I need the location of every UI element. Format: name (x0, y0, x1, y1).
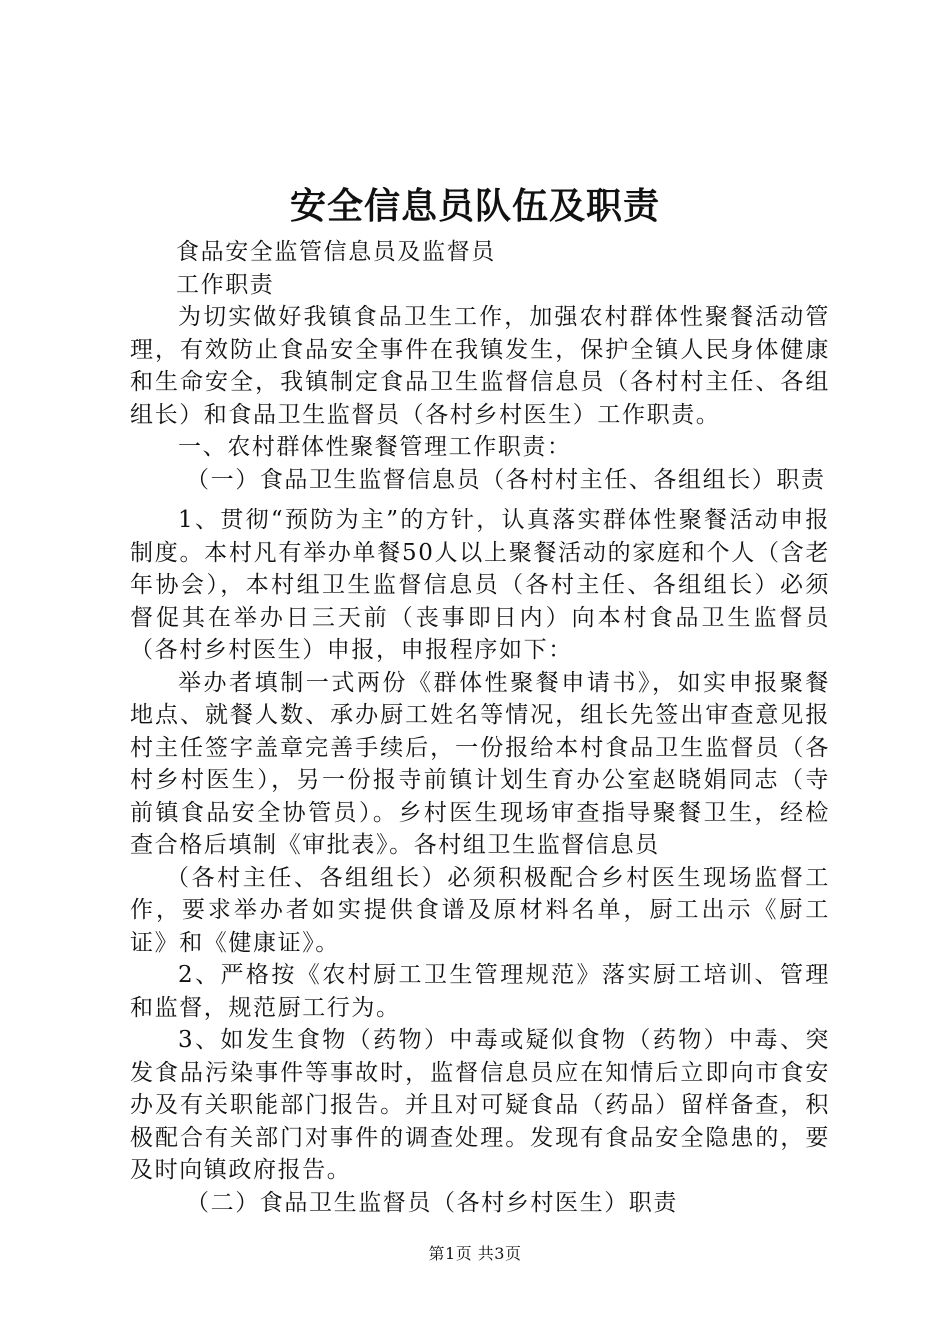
intro-paragraph: 为切实做好我镇食品卫生工作，加强农村群体性聚餐活动管理，有效防止食品安全事件在我镇发生，保护全镇人民身体健康和生命安全，我镇制定食品卫生监督信息员（各村村主任、各组组长）和食品卫生监督员（各村乡村医生）工作职责。 (130, 304, 830, 428)
subtitle-line-2: 工作职责 (176, 271, 275, 298)
section-heading-1: 一、农村群体性聚餐管理工作职责： (178, 434, 572, 460)
procedure-paragraph: 举办者填制一式两份《群体性聚餐申请书》，如实申报聚餐地点、就餐人数、承办厨工姓名等情况，组长先签出审查意见报村主任签字盖章完善手续后，一份报给本村食品卫生监督员（各村乡村医生），另一份报寺前镇计划生育办公室赵晓娟同志（寺前镇食品安全协管员）。乡村医生现场审查指导聚餐卫生，经检查合格后填制《审批表》。各村组卫生监督信息员 (130, 669, 830, 858)
document-body (130, 236, 830, 1219)
item-3-paragraph: 3、如发生食物（药物）中毒或疑似食物（药物）中毒、突发食品污染事件等事故时，监督信息员应在知情后立即向市食安办及有关职能部门报告。并且对可疑食品（药品）留样备查，积极配合有关部门对事件的调查处理。发现有食品安全隐患的，要及时向镇政府报告。 (130, 1027, 830, 1183)
subsection-heading-1: （一）食品卫生监督信息员（各村村主任、各组组长）职责 (186, 466, 826, 493)
subsection-heading-2: （二）食品卫生监督员（各村乡村医生）职责 (186, 1189, 678, 1216)
procedure-continued-paragraph: （各村主任、各组组长）必须积极配合乡村医生现场监督工作，要求举办者如实提供食谱及原材料名单，厨工出示《厨工证》和《健康证》。 (130, 864, 830, 956)
document-title: 安全信息员队伍及职责 (289, 186, 660, 227)
item-1-paragraph: 1、贯彻“预防为主”的方针，认真落实群体性聚餐活动申报制度。本村凡有举办单餐50人以上聚餐活动的家庭和个人（含老年协会），本村组卫生监督信息员（各村主任、各组组长）必须督促其在举办日三天前（丧事即日内）向本村食品卫生监督员（各村乡村医生）申报，申报程序如下： (130, 507, 830, 663)
subtitle-line-1: 食品安全监管信息员及监督员 (176, 239, 496, 265)
item-2-paragraph: 2、严格按《农村厨工卫生管理规范》落实厨工培训、管理和监督，规范厨工行为。 (130, 962, 830, 1021)
page-number: 第1页 共3页 (428, 1244, 522, 1263)
